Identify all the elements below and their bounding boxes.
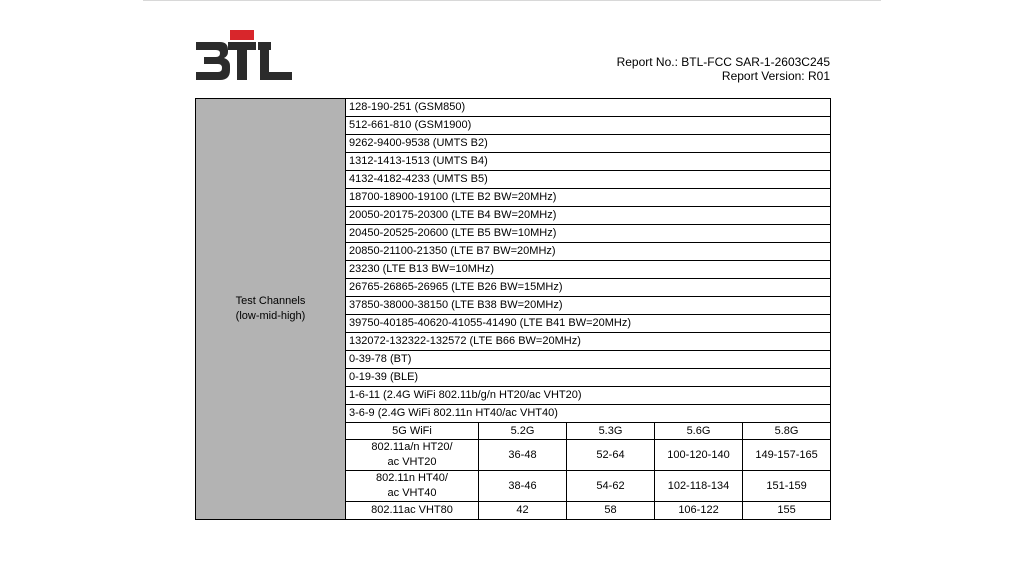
channel-cell: 1312-1413-1513 (UMTS B4) <box>346 153 831 171</box>
test-channels-label <box>196 99 346 520</box>
channel-cell: 0-19-39 (BLE) <box>346 369 831 387</box>
report-info <box>617 55 830 83</box>
wifi-mode-cell <box>346 471 479 502</box>
wifi-mode-line-2: ac VHT20 <box>387 456 437 468</box>
channel-cell: 26765-26865-26965 (LTE B26 BW=15MHz) <box>346 279 831 297</box>
report-number-label: Report No.: <box>616 55 678 69</box>
btl-logo <box>194 30 294 82</box>
test-channels-table <box>195 98 831 520</box>
wifi-channel-cell: 52-64 <box>567 440 655 471</box>
wifi-mode-line-2: ac VHT40 <box>387 487 437 499</box>
channel-cell: 128-190-251 (GSM850) <box>346 99 831 117</box>
channel-cell: 37850-38000-38150 (LTE B38 BW=20MHz) <box>346 297 831 315</box>
channel-cell: 20850-21100-21350 (LTE B7 BW=20MHz) <box>346 243 831 261</box>
channel-cell: 4132-4182-4233 (UMTS B5) <box>346 171 831 189</box>
page-top-rule <box>143 0 881 1</box>
report-version-label: Report Version: <box>721 69 805 83</box>
wifi-channel-cell: 58 <box>567 502 655 520</box>
label-line-1: Test Channels <box>235 295 306 307</box>
wifi-channel-cell: 155 <box>743 502 831 520</box>
wifi-channel-cell: 42 <box>479 502 567 520</box>
report-version-line <box>617 69 830 83</box>
channel-cell: 0-39-78 (BT) <box>346 351 831 369</box>
wifi-channel-cell: 149-157-165 <box>743 440 831 471</box>
wifi-channel-cell: 100-120-140 <box>655 440 743 471</box>
logo-letter-t-bar <box>230 30 254 40</box>
channel-cell: 3-6-9 (2.4G WiFi 802.11n HT40/ac VHT40) <box>346 405 831 423</box>
channel-cell: 9262-9400-9538 (UMTS B2) <box>346 135 831 153</box>
channel-cell: 23230 (LTE B13 BW=10MHz) <box>346 261 831 279</box>
report-number-line <box>617 55 830 69</box>
wifi-channel-cell: 38-46 <box>479 471 567 502</box>
label-line-2: (low-mid-high) <box>235 310 306 322</box>
channel-cell: 18700-18900-19100 (LTE B2 BW=20MHz) <box>346 189 831 207</box>
channel-cell: 132072-132322-132572 (LTE B66 BW=20MHz) <box>346 333 831 351</box>
logo-letter-b <box>196 42 230 80</box>
wifi-channel-cell: 151-159 <box>743 471 831 502</box>
channel-cell: 1-6-11 (2.4G WiFi 802.11b/g/n HT20/ac VHT20) <box>346 387 831 405</box>
wifi-header-cell: 5.8G <box>743 423 831 440</box>
wifi-header-cell: 5G WiFi <box>346 423 479 440</box>
wifi-channel-cell: 106-122 <box>655 502 743 520</box>
report-number-value: BTL-FCC SAR-1-2603C245 <box>681 55 830 69</box>
report-version-value: R01 <box>807 69 830 83</box>
channel-cell: 512-661-810 (GSM1900) <box>346 117 831 135</box>
wifi-header-cell: 5.2G <box>479 423 567 440</box>
wifi-header-cell: 5.3G <box>567 423 655 440</box>
channel-cell: 20450-20525-20600 (LTE B5 BW=10MHz) <box>346 225 831 243</box>
channel-row <box>196 99 831 117</box>
wifi-mode-cell <box>346 440 479 471</box>
channel-cell: 39750-40185-40620-41055-41490 (LTE B41 BW=20MHz) <box>346 315 831 333</box>
wifi-mode-line-1: 802.11n HT40/ <box>376 472 448 484</box>
wifi-mode-line-1: 802.11ac VHT80 <box>371 504 453 516</box>
channel-cell: 20050-20175-20300 (LTE B4 BW=20MHz) <box>346 207 831 225</box>
wifi-header-cell: 5.6G <box>655 423 743 440</box>
wifi-mode-line-1: 802.11a/n HT20/ <box>371 441 453 453</box>
wifi-mode-cell <box>346 502 479 520</box>
wifi-channel-cell: 102-118-134 <box>655 471 743 502</box>
wifi-channel-cell: 54-62 <box>567 471 655 502</box>
wifi-channel-cell: 36-48 <box>479 440 567 471</box>
